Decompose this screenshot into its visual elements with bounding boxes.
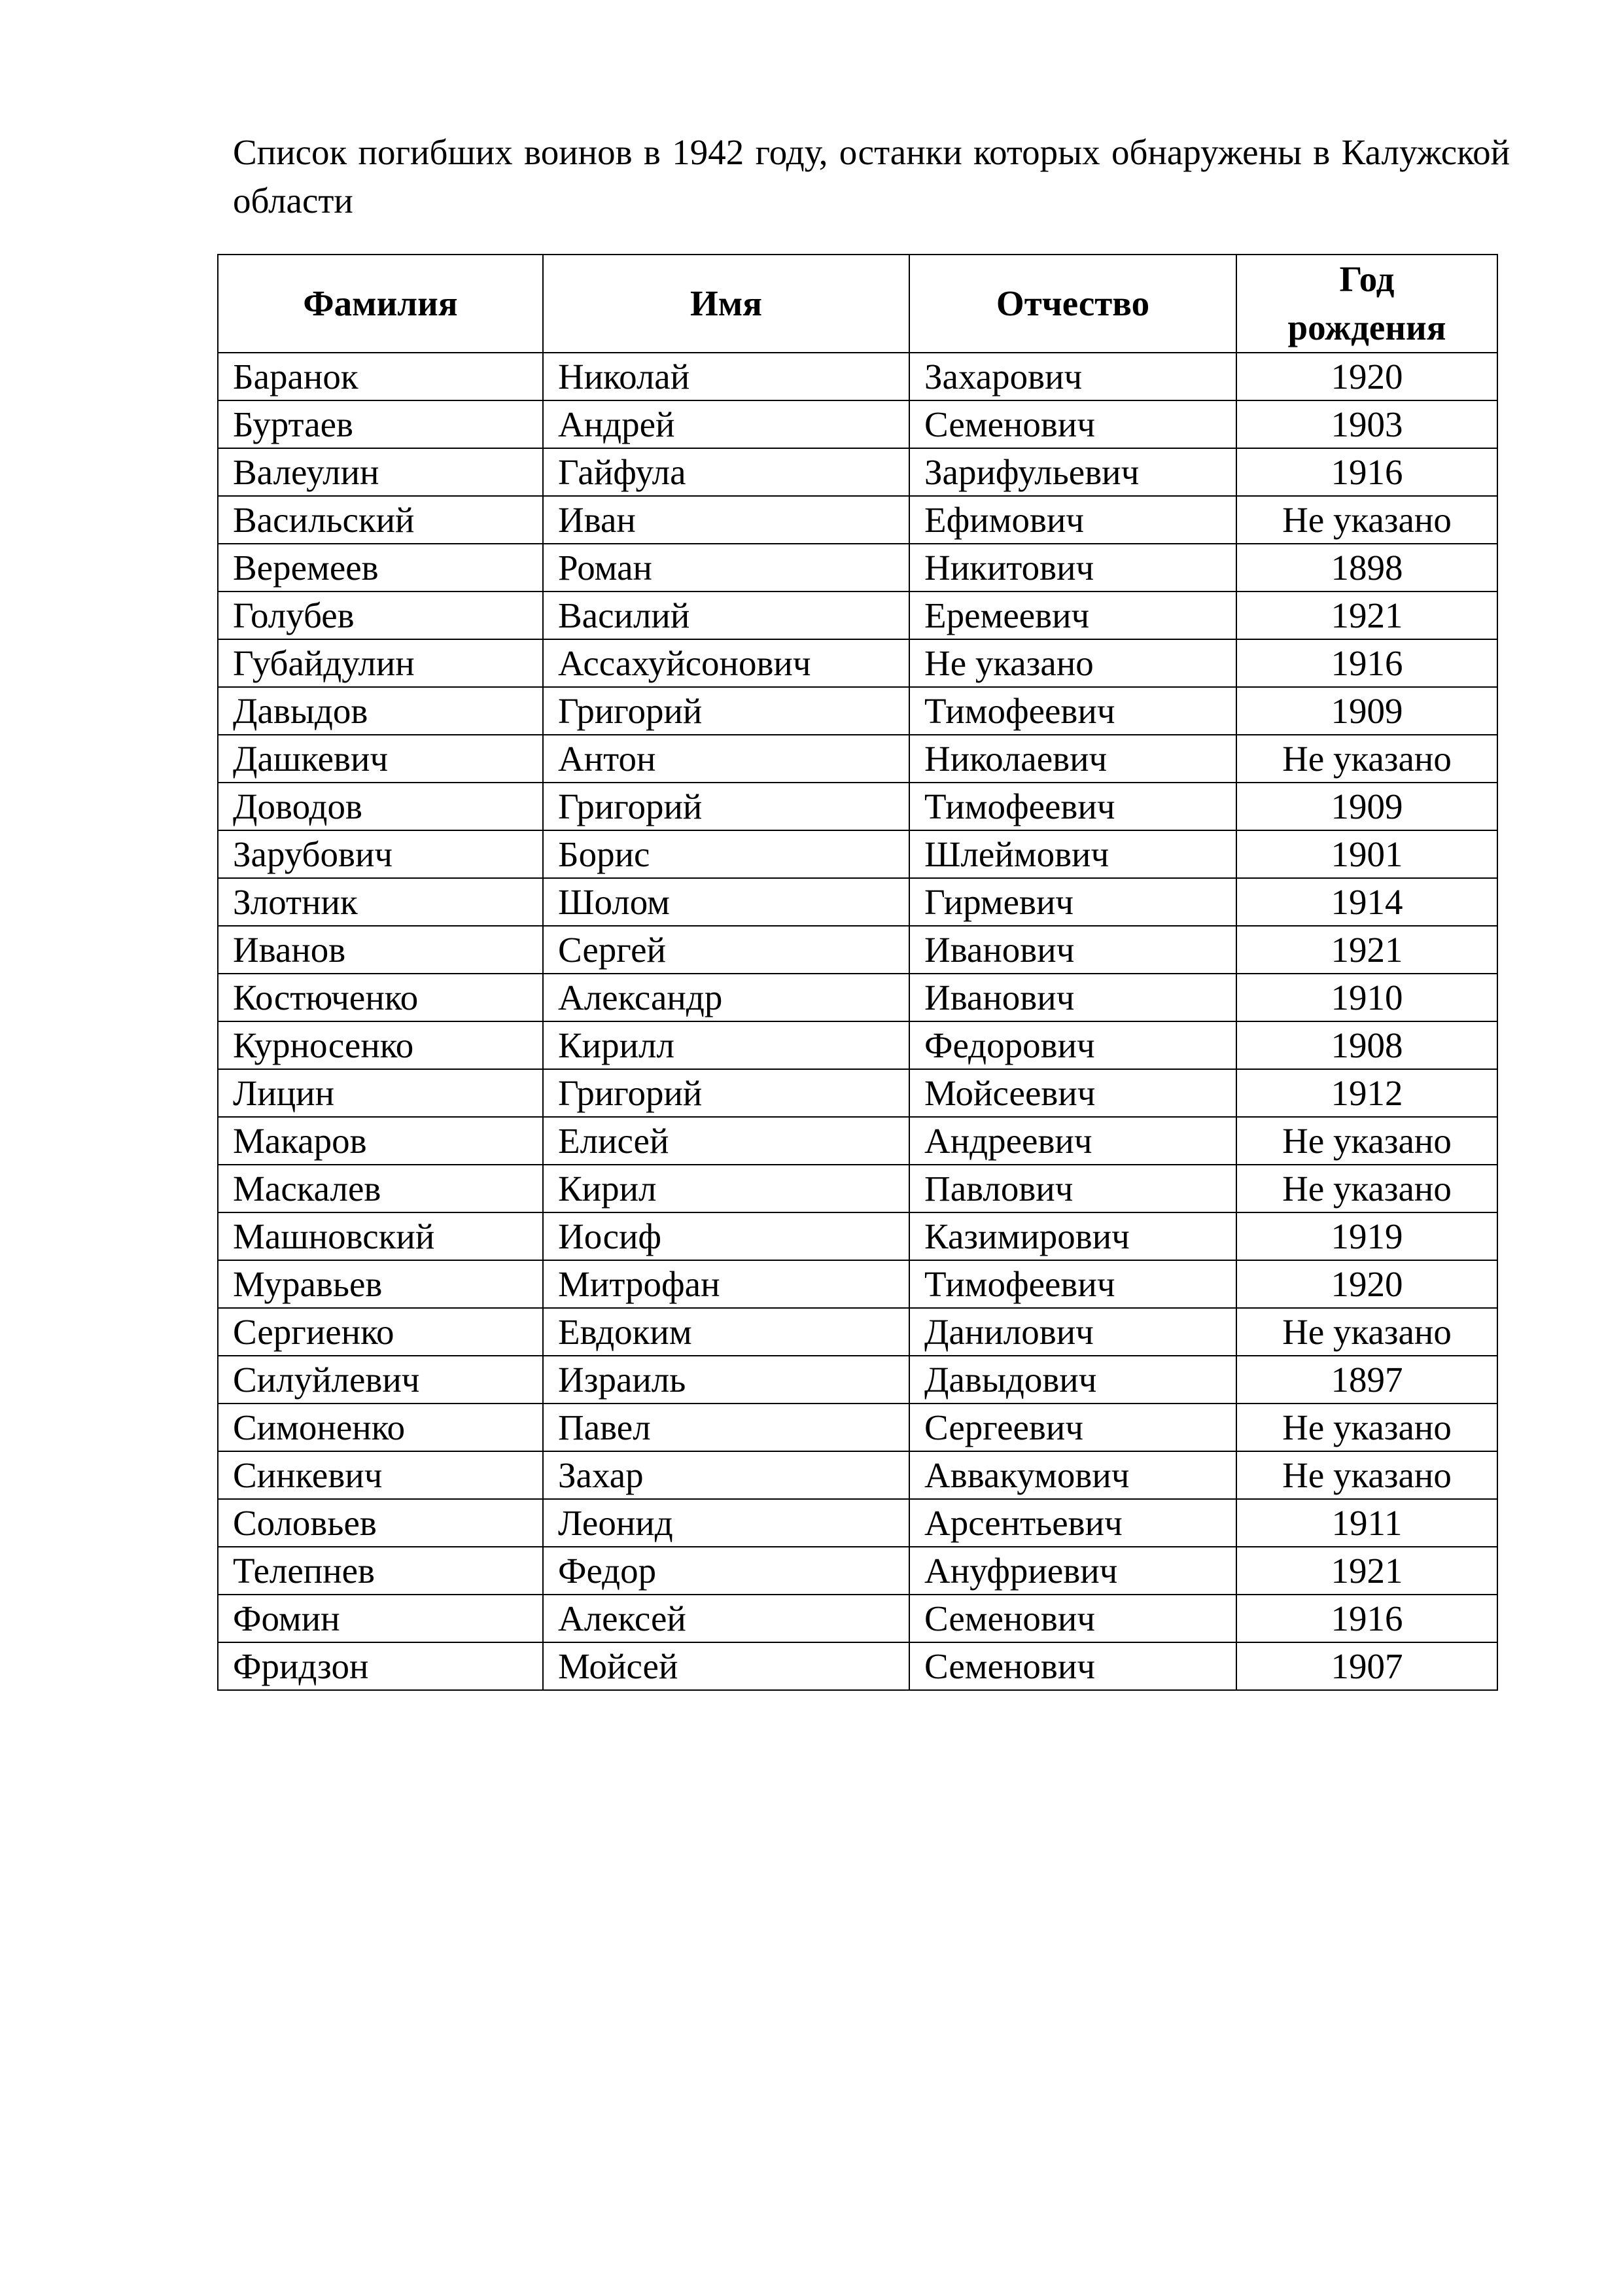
table-body: [218, 353, 1497, 1690]
cell-name: Ассахуйсонович: [543, 639, 909, 687]
table-row: [218, 639, 1497, 687]
cell-patronymic: Никитович: [909, 544, 1236, 592]
cell-name: Павел: [543, 1404, 909, 1451]
cell-name: Григорий: [543, 783, 909, 830]
table-row: [218, 1595, 1497, 1642]
table-row: [218, 1117, 1497, 1165]
cell-patronymic: Арсентьевич: [909, 1499, 1236, 1547]
cell-birth-year: 1908: [1236, 1021, 1497, 1069]
cell-patronymic: Андреевич: [909, 1117, 1236, 1165]
cell-birth-year: 1920: [1236, 353, 1497, 400]
cell-name: Гайфула: [543, 448, 909, 496]
cell-patronymic: Еремеевич: [909, 592, 1236, 639]
table-row: [218, 735, 1497, 783]
cell-birth-year: 1901: [1236, 830, 1497, 878]
cell-name: Иван: [543, 496, 909, 544]
cell-birth-year: 1910: [1236, 974, 1497, 1021]
cell-birth-year: 1914: [1236, 878, 1497, 926]
cell-name: Шолом: [543, 878, 909, 926]
cell-name: Мойсей: [543, 1642, 909, 1690]
cell-surname: Курносенко: [218, 1021, 543, 1069]
cell-birth-year: 1897: [1236, 1356, 1497, 1404]
cell-name: Василий: [543, 592, 909, 639]
cell-birth-year: 1920: [1236, 1260, 1497, 1308]
cell-surname: Муравьев: [218, 1260, 543, 1308]
cell-birth-year: Не указано: [1236, 496, 1497, 544]
cell-name: Леонид: [543, 1499, 909, 1547]
cell-patronymic: Павлович: [909, 1165, 1236, 1212]
cell-patronymic: Сергеевич: [909, 1404, 1236, 1451]
table-row: [218, 1451, 1497, 1499]
cell-patronymic: Семенович: [909, 1595, 1236, 1642]
cell-birth-year: 1911: [1236, 1499, 1497, 1547]
cell-surname: Маскалев: [218, 1165, 543, 1212]
cell-surname: Фридзон: [218, 1642, 543, 1690]
table-row: [218, 1642, 1497, 1690]
cell-name: Захар: [543, 1451, 909, 1499]
table-row: [218, 448, 1497, 496]
cell-surname: Телепнев: [218, 1547, 543, 1595]
table-row: [218, 1404, 1497, 1451]
cell-patronymic: Тимофеевич: [909, 1260, 1236, 1308]
cell-name: Андрей: [543, 400, 909, 448]
cell-surname: Васильский: [218, 496, 543, 544]
soldiers-table: [217, 254, 1498, 1691]
cell-name: Антон: [543, 735, 909, 783]
cell-birth-year: 1921: [1236, 926, 1497, 974]
cell-birth-year: 1912: [1236, 1069, 1497, 1117]
column-header-name: Имя: [543, 255, 909, 353]
cell-surname: Фомин: [218, 1595, 543, 1642]
cell-patronymic: Николаевич: [909, 735, 1236, 783]
cell-birth-year: Не указано: [1236, 1451, 1497, 1499]
cell-birth-year: 1898: [1236, 544, 1497, 592]
cell-surname: Синкевич: [218, 1451, 543, 1499]
cell-patronymic: Иванович: [909, 926, 1236, 974]
table-row: [218, 1260, 1497, 1308]
cell-surname: Симоненко: [218, 1404, 543, 1451]
cell-patronymic: Казимирович: [909, 1212, 1236, 1260]
cell-patronymic: Не указано: [909, 639, 1236, 687]
cell-patronymic: Семенович: [909, 1642, 1236, 1690]
cell-patronymic: Семенович: [909, 400, 1236, 448]
cell-birth-year: 1907: [1236, 1642, 1497, 1690]
cell-name: Митрофан: [543, 1260, 909, 1308]
cell-surname: Лицин: [218, 1069, 543, 1117]
table-row: [218, 1356, 1497, 1404]
cell-surname: Соловьев: [218, 1499, 543, 1547]
cell-surname: Силуйлевич: [218, 1356, 543, 1404]
table-row: [218, 353, 1497, 400]
cell-patronymic: Гирмевич: [909, 878, 1236, 926]
table-row: [218, 1165, 1497, 1212]
cell-birth-year: 1903: [1236, 400, 1497, 448]
cell-birth-year: 1909: [1236, 783, 1497, 830]
cell-name: Алексей: [543, 1595, 909, 1642]
cell-surname: Зарубович: [218, 830, 543, 878]
cell-name: Иосиф: [543, 1212, 909, 1260]
table-row: [218, 878, 1497, 926]
cell-patronymic: Зарифульевич: [909, 448, 1236, 496]
table-row: [218, 544, 1497, 592]
cell-name: Григорий: [543, 687, 909, 735]
cell-birth-year: Не указано: [1236, 1165, 1497, 1212]
cell-birth-year: 1919: [1236, 1212, 1497, 1260]
cell-patronymic: Тимофеевич: [909, 783, 1236, 830]
cell-surname: Доводов: [218, 783, 543, 830]
table-row: [218, 687, 1497, 735]
cell-patronymic: Федорович: [909, 1021, 1236, 1069]
column-header-patronymic: Отчество: [909, 255, 1236, 353]
cell-name: Евдоким: [543, 1308, 909, 1356]
cell-surname: Сергиенко: [218, 1308, 543, 1356]
cell-patronymic: Шлеймович: [909, 830, 1236, 878]
table-row: [218, 1069, 1497, 1117]
cell-surname: Буртаев: [218, 400, 543, 448]
cell-surname: Давыдов: [218, 687, 543, 735]
table-header-row: [218, 255, 1497, 353]
table-row: [218, 1308, 1497, 1356]
table-row: [218, 1021, 1497, 1069]
cell-surname: Валеулин: [218, 448, 543, 496]
cell-name: Кирил: [543, 1165, 909, 1212]
column-header-surname: Фамилия: [218, 255, 543, 353]
cell-birth-year: Не указано: [1236, 1117, 1497, 1165]
cell-surname: Макаров: [218, 1117, 543, 1165]
cell-name: Николай: [543, 353, 909, 400]
table-row: [218, 496, 1497, 544]
cell-name: Борис: [543, 830, 909, 878]
column-header-birth-year: Год рождения: [1236, 255, 1497, 353]
cell-surname: Баранок: [218, 353, 543, 400]
cell-name: Елисей: [543, 1117, 909, 1165]
table-row: [218, 1499, 1497, 1547]
cell-patronymic: Ефимович: [909, 496, 1236, 544]
table-row: [218, 1212, 1497, 1260]
cell-patronymic: Данилович: [909, 1308, 1236, 1356]
cell-surname: Злотник: [218, 878, 543, 926]
cell-birth-year: 1916: [1236, 448, 1497, 496]
cell-birth-year: Не указано: [1236, 1308, 1497, 1356]
table-row: [218, 592, 1497, 639]
cell-name: Израиль: [543, 1356, 909, 1404]
cell-name: Кирилл: [543, 1021, 909, 1069]
cell-surname: Костюченко: [218, 974, 543, 1021]
table-row: [218, 974, 1497, 1021]
cell-surname: Дашкевич: [218, 735, 543, 783]
cell-surname: Голубев: [218, 592, 543, 639]
page-title: Список погибших воинов в 1942 году, останки которых обнаружены в Калужской области: [233, 132, 1510, 221]
cell-name: Григорий: [543, 1069, 909, 1117]
cell-patronymic: Ануфриевич: [909, 1547, 1236, 1595]
cell-name: Федор: [543, 1547, 909, 1595]
cell-patronymic: Давыдович: [909, 1356, 1236, 1404]
cell-surname: Иванов: [218, 926, 543, 974]
cell-surname: Веремеев: [218, 544, 543, 592]
cell-surname: Губайдулин: [218, 639, 543, 687]
cell-birth-year: 1916: [1236, 1595, 1497, 1642]
cell-birth-year: Не указано: [1236, 1404, 1497, 1451]
table-row: [218, 783, 1497, 830]
table-row: [218, 1547, 1497, 1595]
cell-name: Роман: [543, 544, 909, 592]
cell-birth-year: Не указано: [1236, 735, 1497, 783]
cell-patronymic: Тимофеевич: [909, 687, 1236, 735]
cell-birth-year: 1916: [1236, 639, 1497, 687]
cell-birth-year: 1909: [1236, 687, 1497, 735]
cell-patronymic: Иванович: [909, 974, 1236, 1021]
table-row: [218, 926, 1497, 974]
cell-patronymic: Аввакумович: [909, 1451, 1236, 1499]
cell-birth-year: 1921: [1236, 1547, 1497, 1595]
table-row: [218, 830, 1497, 878]
cell-name: Александр: [543, 974, 909, 1021]
cell-birth-year: 1921: [1236, 592, 1497, 639]
cell-patronymic: Мойсеевич: [909, 1069, 1236, 1117]
cell-surname: Машновский: [218, 1212, 543, 1260]
cell-patronymic: Захарович: [909, 353, 1236, 400]
cell-name: Сергей: [543, 926, 909, 974]
table-row: [218, 400, 1497, 448]
